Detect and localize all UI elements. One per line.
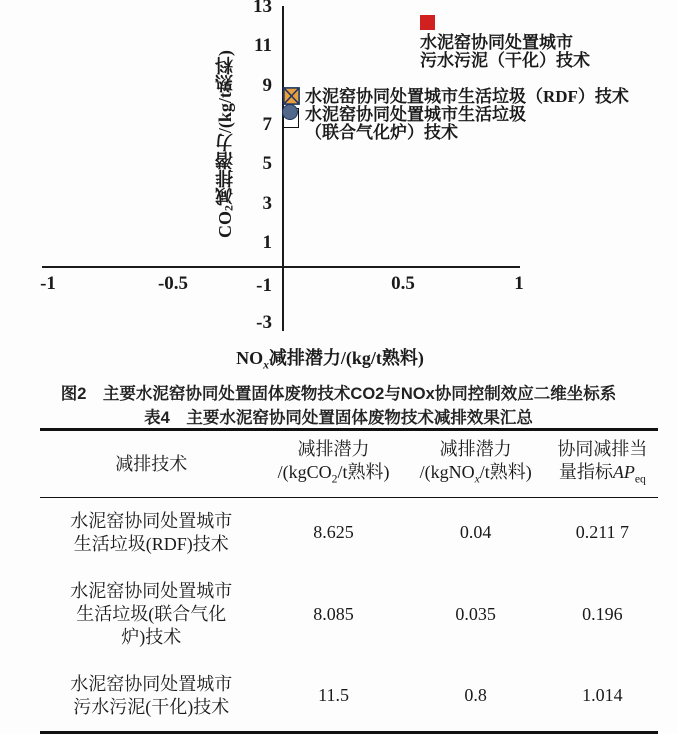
y-axis-title (212, 28, 238, 238)
header-co2 (262, 430, 404, 498)
series-label-gasifier-line2: （联合气化炉）技术 (305, 123, 458, 142)
tech-cell-gasifier-line3: 炉)技术 (121, 626, 182, 647)
x-axis-title (180, 344, 480, 372)
series-label-sludge (420, 34, 590, 70)
x-axis-line (42, 266, 520, 268)
y-tick-7: 7 (262, 114, 272, 135)
x-tick-1: 1 (514, 273, 524, 294)
nox-cell: 0.035 (455, 603, 496, 624)
tech-cell-gasifier-line2: 生活垃圾(联合气化 (76, 603, 227, 624)
table-row (40, 497, 658, 568)
x-tick-05: 0.5 (391, 273, 415, 294)
header-ap-line2: 量指标$AP_{eq}$ (558, 462, 646, 486)
header-nox-line1: 减排潜力 (439, 439, 512, 459)
ap-cell: 1.014 (582, 685, 623, 706)
nox-cell: 0.04 (459, 522, 492, 543)
y-tick-11: 11 (254, 35, 272, 56)
table-header-row (40, 430, 658, 498)
tech-cell-gasifier-line1: 水泥窑协同处置城市 (70, 580, 233, 601)
tech-cell-rdf-line1: 水泥窑协同处置城市 (70, 510, 233, 531)
nox-cell: 0.8 (464, 685, 487, 706)
co2-cell: 11.5 (318, 685, 349, 706)
tech-cell-rdf (40, 497, 262, 568)
series-label-rdf (305, 88, 629, 106)
header-ap-line1: 协同减排当 (557, 439, 648, 459)
y-tick-neg3: -3 (256, 312, 272, 333)
tech-cell-gasifier (40, 568, 262, 661)
ap-cell: 0.196 (582, 603, 623, 624)
tech-cell-sludge (40, 661, 262, 733)
series-label-gasifier-line1: 水泥窑协同处置城市生活垃圾 (305, 105, 526, 124)
header-tech: 减排技术 (40, 430, 262, 498)
x-tick-neg05: -0.5 (157, 273, 189, 294)
blue-circle-marker (282, 104, 298, 120)
y-axis-title-text: $CO_2$减排潜力/(kg/t熟料) (215, 50, 236, 238)
orange-x-square-marker (283, 87, 300, 105)
y-tick-13: 13 (253, 0, 272, 17)
tech-cell-rdf-line2: 生活垃圾(RDF)技术 (73, 533, 229, 554)
co2-cell: 8.625 (313, 522, 354, 543)
co2-cell: 8.085 (313, 603, 354, 624)
x-axis-title-text: $NO_x$减排潜力/(kg/t熟料) (236, 348, 424, 372)
table-title: 表4 主要水泥窑协同处置固体废物技术减排效果汇总 (144, 409, 533, 427)
table-row (40, 661, 658, 733)
table-row (40, 568, 658, 661)
header-ap (547, 430, 658, 498)
header-co2-line1: 减排潜力 (297, 439, 370, 459)
header-nox (405, 430, 547, 498)
ap-cell: 0.211 7 (575, 522, 630, 543)
y-tick-3: 3 (262, 193, 272, 214)
y-tick-1: 1 (262, 232, 272, 253)
series-label-rdf-line1: 水泥窑协同处置城市生活垃圾（RDF）技术 (305, 87, 629, 106)
y-tick-neg1: -1 (256, 275, 272, 296)
header-nox-line2: /(kgNO$_x$/t熟料) (419, 462, 532, 486)
series-label-gasifier (305, 106, 526, 142)
red-square-marker (420, 15, 435, 30)
series-label-sludge-line1: 水泥窑协同处置城市 (420, 33, 573, 52)
series-label-sludge-line2: 污水污泥（干化）技术 (420, 51, 590, 70)
emission-summary-table (40, 428, 658, 734)
x-tick-neg1: -1 (40, 273, 56, 294)
tech-cell-sludge-line2: 污水污泥(干化)技术 (73, 696, 230, 717)
y-tick-9: 9 (262, 75, 272, 96)
figure-caption: 图2 主要水泥窑协同处置固体废物技术CO2与NOx协同控制效应二维坐标系 (60, 385, 617, 403)
tech-cell-sludge-line1: 水泥窑协同处置城市 (70, 673, 233, 694)
y-tick-5: 5 (262, 153, 272, 174)
y-axis-line (282, 6, 284, 331)
header-co2-line2: /(kgCO$_2$/t熟料) (277, 462, 390, 486)
